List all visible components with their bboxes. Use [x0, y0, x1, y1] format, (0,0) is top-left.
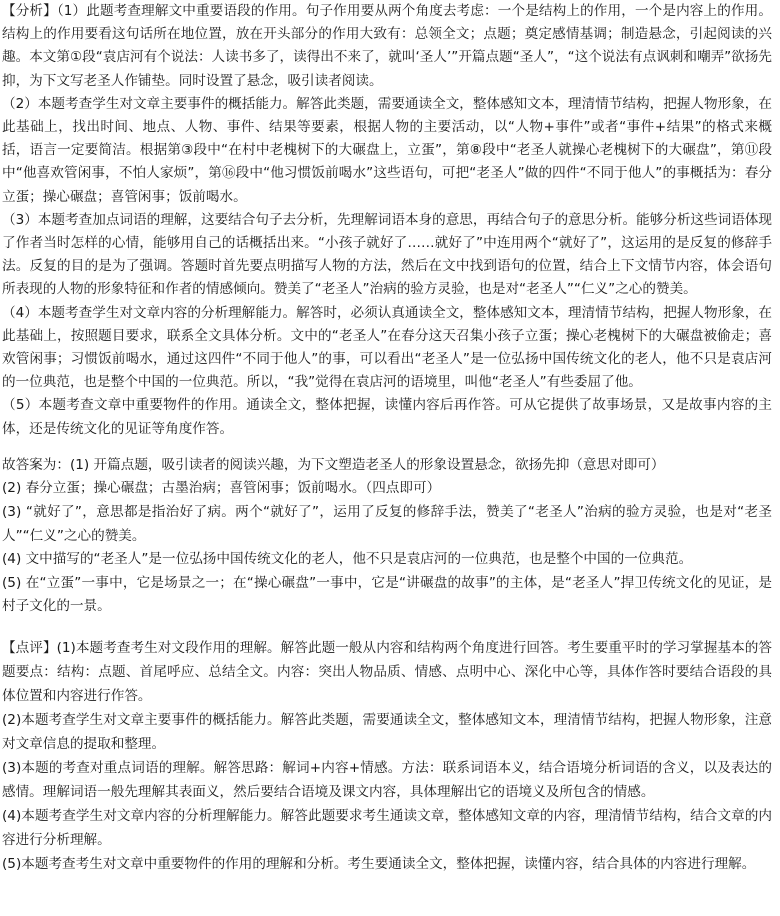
comment-section — [2, 636, 772, 876]
analysis-section — [2, 0, 772, 441]
analysis-paragraph-5: （5）本题考查文章中重要物件的作用。通读全文，整体把握，读懂内容后再作答。可从它提供了故事场景，又是故事内容的主体，还是传统文化的见证等角度作答。 — [2, 397, 772, 437]
answer-2: (2) 春分立蛋；操心碾盘；古墨治病；喜管闲事；饭前喝水。（四点即可） — [2, 480, 441, 497]
analysis-paragraph-2: （2）本题考查学生对文章主要事件的概括能力。解答此类题，需要通读全文，整体感知文本，理清情节结构，把握人物形象，在此基础上，找出时间、地点、人物、事件、结果等要素，根据人物的主要活动，以“人物+事件”或者“事件+结果”的格式来概括，语言一定要简洁。根据第③段中“在村中老槐树下的大碾盘上，立蛋”，第⑧段中“老圣人就操心老槐树下的大碾盘”，第⑪段中“他喜欢管闲事，不怕人家烦”，第⑯段中“他习惯饭前喝水”这些语句，可把“老圣人”做的四件“不同于他人”的事概括为：春分立蛋；操心碾盘；喜管闲事；饭前喝水。 — [2, 95, 772, 205]
analysis-paragraph-1: 【分析】（1）此题考查理解文中重要语段的作用。句子作用要从两个角度去考虑：一个是结构上的作用，一个是内容上的作用。结构上的作用要看这句话所在地位置，放在开头部分的作用大致有：总领全文；点题；奠定感情基调；制造悬念，引起阅读的兴趣。本文第①段“袁店河有个说法：人读书多了，读得出不来了，就叫‘圣人’”开篇点题“圣人”，“这个说法有点讽刺和嘲弄”欲扬先抑，为下文写老圣人作铺垫。同时设置了悬念，吸引读者阅读。 — [2, 3, 772, 89]
answer-5: (5) 在“立蛋”一事中，它是场景之一；在“操心碾盘”一事中，它是“讲碾盘的故事”的主体，是“老圣人”捍卫传统文化的见证，是村子文化的一景。 — [2, 574, 772, 615]
comment-1: 【点评】(1)本题考查考生对文段作用的理解。解答此题一般从内容和结构两个角度进行回答。考生要重平时的学习掌握基本的答题要点：结构：点题、首尾呼应、总结全文。内容：突出人物品质、情感、点明中心、深化中心等，具体作答时要结合语段的具体位置和内容进行作答。 — [2, 640, 772, 705]
comment-2: (2)本题考查学生对文章主要事件的概括能力。解答此类题，需要通读全文，整体感知文本，理清情节结构，把握人物形象，注意对文章信息的提取和整理。 — [2, 712, 772, 753]
comment-5: (5)本题考查考生对文章中重要物件的作用的理解和分析。考生要通读全文，整体把握，读懂内容，结合具体的内容进行理解。 — [2, 856, 756, 873]
spacer — [2, 619, 772, 636]
spacer — [2, 441, 772, 454]
analysis-paragraph-3: （3）本题考查加点词语的理解，这要结合句子去分析，先理解词语本身的意思，再结合句子的意思分析。能够分析这些词语体现了作者当时怎样的心情，能够用自己的话概括出来。“小孩子就好了……就好了”中连用两个“就好了”，这运用的是反复的修辞手法。反复的目的是为了强调。答题时首先要点明描写人物的方法，然后在文中找到语句的位置，结合上下文情节内容，体会语句所表现的人物的形象特征和作者的情感倾向。赞美了“老圣人”治病的验方灵验，也是对“老圣人”“仁义”之心的赞美。 — [2, 211, 772, 298]
answer-section — [2, 454, 772, 619]
answer-1: 故答案为：(1) 开篇点题，吸引读者的阅读兴趣，为下文塑造老圣人的形象设置悬念，欲扬先抑（意思对即可） — [2, 456, 665, 473]
analysis-paragraph-4: （4）本题考查学生对文章内容的分析理解能力。解答时，必须认真通读全文，整体感知文本，理清情节结构，把握人物形象，在此基础上，按照题目要求，联系全文具体分析。文中的“老圣人”在春分这天召集小孩子立蛋；操心老槐树下的大碾盘被偷走；喜欢管闲事；习惯饭前喝水，通过这四件“不同于他人”的事，可以看出“老圣人”是一位弘扬中国传统文化的老人，他不只是袁店河的一位典范，也是整个中国的一位典范。所以，“我”觉得在袁店河的语境里，叫他“老圣人”有些委屈了他。 — [2, 304, 772, 391]
comment-4: (4)本题考查学生对文章内容的分析理解能力。解答此题要求考生通读文章，整体感知文章的内容，理清情节结构，结合文章的内容进行分析理解。 — [2, 808, 772, 849]
answer-4: (4) 文中描写的“老圣人”是一位弘扬中国传统文化的老人，他不只是袁店河的一位典范，也是整个中国的一位典范。 — [2, 551, 693, 568]
comment-3: (3)本题的考查对重点词语的理解。解答思路：解词+内容+情感。方法：联系词语本义，结合语境分析词语的含义，以及表达的感情。理解词语一般先理解其表面义，然后要结合语境及课文内容，具体理解出它的语境义及所包含的情感。 — [2, 760, 772, 801]
answer-3: (3) “就好了”，意思都是指治好了病。两个“就好了”，运用了反复的修辞手法，赞美了“老圣人”治病的验方灵验，也是对“老圣人”“仁义”之心的赞美。 — [2, 504, 772, 544]
